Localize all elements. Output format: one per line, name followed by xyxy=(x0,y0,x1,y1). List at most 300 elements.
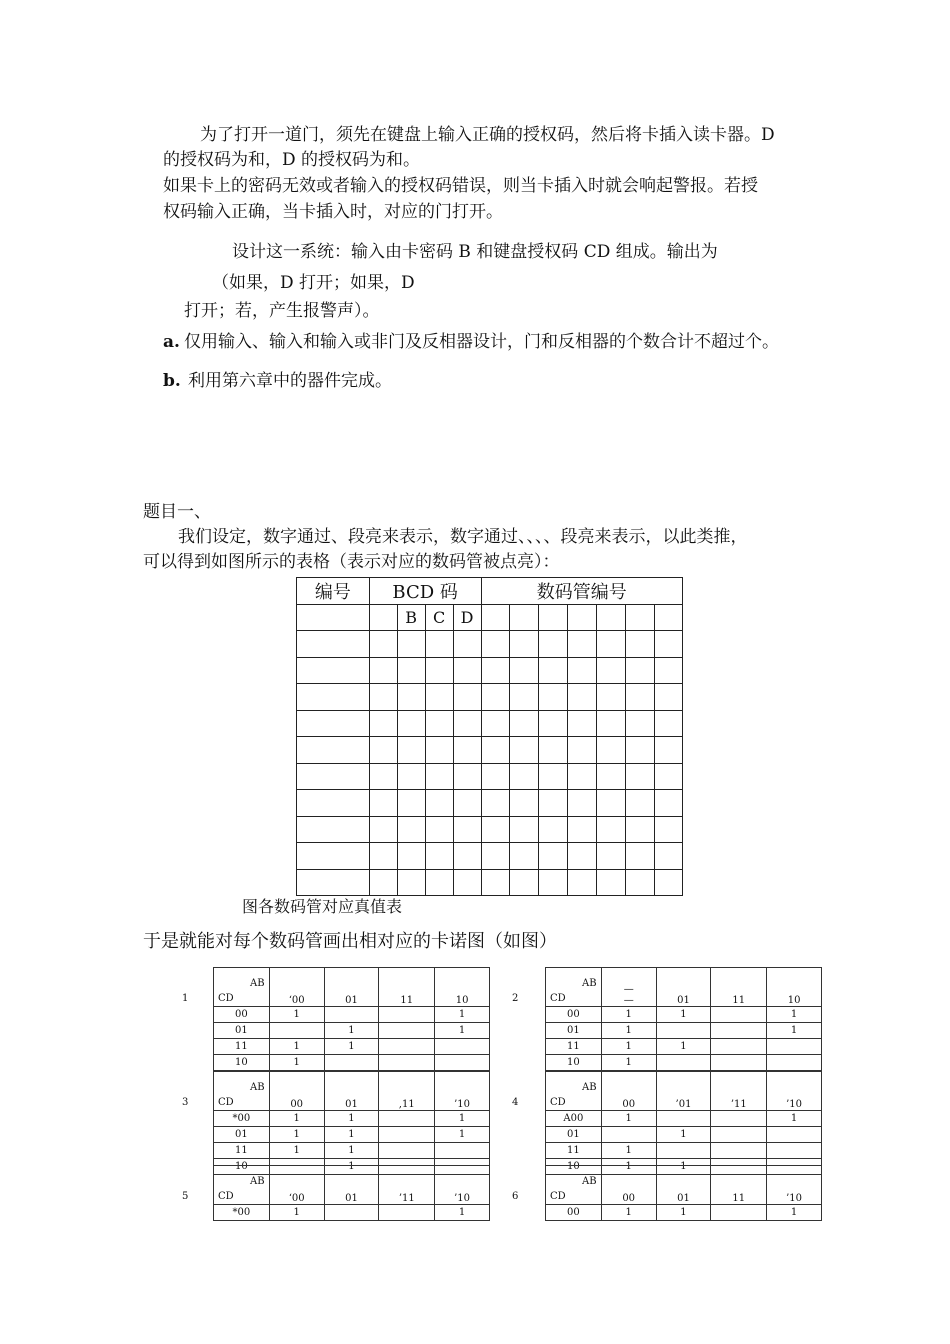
kmap-col-header: ’10 xyxy=(767,1072,822,1111)
kmap-cell xyxy=(767,1055,822,1071)
kmap-row xyxy=(214,1055,490,1071)
table-cell xyxy=(297,790,370,817)
table-cell xyxy=(510,631,539,658)
kmap-col-header: 00 xyxy=(269,1072,324,1111)
kmap-cell: 1 xyxy=(767,1023,822,1039)
section-title: 题目一、 xyxy=(143,502,211,522)
subheader-d: D xyxy=(453,605,481,631)
table-cell xyxy=(297,684,370,711)
kmap-cell xyxy=(767,1039,822,1055)
table-cell xyxy=(539,790,568,817)
item-a-marker: a. xyxy=(163,332,180,352)
kmap-cell xyxy=(379,1007,435,1023)
kmap-col-header: 01 xyxy=(324,1072,379,1111)
kmap-corner xyxy=(546,1166,602,1205)
kmap-cell: 1 xyxy=(269,1055,324,1071)
intro-output-line-2: 打开；若，产生报警声）。 xyxy=(184,301,380,321)
table-cell xyxy=(369,710,397,737)
kmap-number: 6 xyxy=(512,1191,519,1202)
kmap-table xyxy=(213,967,490,1071)
table-cell xyxy=(510,657,539,684)
table-cell xyxy=(425,737,453,764)
table-cell xyxy=(510,790,539,817)
table-cell xyxy=(539,631,568,658)
kmap-row xyxy=(546,1143,822,1159)
table-cell xyxy=(510,710,539,737)
kmap-cell: 1 xyxy=(324,1127,379,1143)
table-cell xyxy=(510,737,539,764)
table-cell xyxy=(568,657,597,684)
table-cell xyxy=(568,869,597,896)
table-cell xyxy=(369,737,397,764)
table-cell xyxy=(626,684,655,711)
table-cell xyxy=(568,843,597,870)
kmap-row xyxy=(546,1039,822,1055)
table-cell xyxy=(597,684,626,711)
kmap-col-header: ’10 xyxy=(435,1166,490,1205)
kmap-cell: 1 xyxy=(767,1007,822,1023)
kmap-corner xyxy=(214,1072,270,1111)
table-cell xyxy=(510,869,539,896)
kmap-row-label: 01 xyxy=(214,1127,270,1143)
kmap-cell xyxy=(711,1039,767,1055)
table-cell xyxy=(481,869,510,896)
table-cell xyxy=(597,843,626,870)
table-cell xyxy=(397,657,425,684)
kmap-cell: 1 xyxy=(601,1143,656,1159)
table-cell xyxy=(654,710,682,737)
kmap-cd-label: CD xyxy=(550,1191,566,1202)
kmap-cell: 1 xyxy=(656,1039,711,1055)
kmap-cell: 1 xyxy=(324,1111,379,1127)
kmap-cell xyxy=(711,1205,767,1221)
kmap-ab-label: AB xyxy=(250,978,265,989)
kmap-ab-label: AB xyxy=(582,1082,597,1093)
kmap-row xyxy=(214,1007,490,1023)
table-row xyxy=(297,631,683,658)
item-b-marker: b. xyxy=(163,371,181,391)
kmap-cell: 1 xyxy=(656,1159,711,1175)
table-row xyxy=(297,657,683,684)
kmap-cell xyxy=(269,1023,324,1039)
kmap-cell: 1 xyxy=(269,1143,324,1159)
table-cell xyxy=(369,763,397,790)
table-cell xyxy=(597,869,626,896)
kmap-row xyxy=(214,1205,490,1221)
kmap-col-header: 01 xyxy=(324,968,379,1007)
table-cell xyxy=(297,869,370,896)
kmap-cell xyxy=(435,1143,490,1159)
kmap-cell xyxy=(767,1127,822,1143)
kmap-row-label: 11 xyxy=(546,1143,602,1159)
table-cell xyxy=(453,657,481,684)
table-cell xyxy=(425,657,453,684)
kmap-cell xyxy=(601,1127,656,1143)
kmap-cell xyxy=(656,1111,711,1127)
table-cell xyxy=(626,763,655,790)
kmap-col-header: 00 xyxy=(601,1166,656,1205)
table-cell xyxy=(369,684,397,711)
kmap-number: 3 xyxy=(182,1097,189,1108)
table-cell xyxy=(539,763,568,790)
kmap-number: 1 xyxy=(182,993,189,1004)
kmap-heading: 于是就能对每个数码管画出相对应的卡诺图（如图） xyxy=(143,931,557,952)
kmap-cell xyxy=(379,1039,435,1055)
kmap-col-header: ’10 xyxy=(435,1072,490,1111)
table-cell xyxy=(626,790,655,817)
kmap-cell: 1 xyxy=(435,1205,490,1221)
kmap-cell: 1 xyxy=(324,1039,379,1055)
kmap-cell xyxy=(379,1143,435,1159)
kmap-row-label: 00 xyxy=(546,1007,602,1023)
table-cell xyxy=(568,631,597,658)
kmap-ab-label: AB xyxy=(250,1082,265,1093)
table-cell xyxy=(369,631,397,658)
table-cell xyxy=(369,869,397,896)
table-cell xyxy=(425,763,453,790)
kmap-col-header: 01 xyxy=(656,1166,711,1205)
table-row xyxy=(297,737,683,764)
header-number: 编号 xyxy=(297,578,370,605)
table-cell xyxy=(510,684,539,711)
kmap-cell xyxy=(324,1007,379,1023)
table-cell xyxy=(654,737,682,764)
table-cell xyxy=(654,843,682,870)
table-cell xyxy=(397,737,425,764)
kmap-row-label: 10 xyxy=(214,1055,270,1071)
kmap-cell xyxy=(435,1055,490,1071)
kmap-corner xyxy=(214,968,270,1007)
kmap-cell: 1 xyxy=(767,1111,822,1127)
table-cell xyxy=(453,763,481,790)
kmap-cd-label: CD xyxy=(218,1191,234,1202)
table-cell xyxy=(568,684,597,711)
kmap-row xyxy=(214,1143,490,1159)
kmap-cell: 1 xyxy=(269,1111,324,1127)
table-cell xyxy=(597,763,626,790)
table-cell xyxy=(453,684,481,711)
table-cell xyxy=(369,816,397,843)
kmap-number: 4 xyxy=(512,1097,519,1108)
kmap-col-header: ’11 xyxy=(379,1166,435,1205)
table-row xyxy=(297,816,683,843)
table-cell xyxy=(626,869,655,896)
kmap-table xyxy=(545,1165,822,1221)
section-line-2: 可以得到如图所示的表格（表示对应的数码管被点亮）： xyxy=(143,552,560,572)
table-cell xyxy=(453,631,481,658)
table-cell xyxy=(597,631,626,658)
subheader-b: B xyxy=(397,605,425,631)
table-cell xyxy=(539,657,568,684)
table-cell xyxy=(481,737,510,764)
kmap-cell xyxy=(711,1023,767,1039)
kmap-row xyxy=(546,1007,822,1023)
table-cell xyxy=(369,790,397,817)
kmap-cd-label: CD xyxy=(550,1097,566,1108)
table-cell xyxy=(568,710,597,737)
kmap-cd-label: CD xyxy=(218,993,234,1004)
kmap-col-header: 11 xyxy=(711,968,767,1007)
kmap-cell: 1 xyxy=(601,1039,656,1055)
kmap-col-header: ’01 xyxy=(656,1072,711,1111)
table-cell xyxy=(539,737,568,764)
kmap-col-header: ,11 xyxy=(379,1072,435,1111)
kmap-col-header: 10 xyxy=(435,968,490,1007)
table-cell xyxy=(453,710,481,737)
table-cell xyxy=(397,710,425,737)
table-row xyxy=(297,684,683,711)
kmap-row-label: 11 xyxy=(546,1039,602,1055)
kmap-cell: 1 xyxy=(269,1039,324,1055)
kmap-row xyxy=(546,1127,822,1143)
kmap-row-label: *00 xyxy=(214,1111,270,1127)
intro-output-line-1: （如果，D 打开；如果，D xyxy=(212,273,415,293)
table-cell xyxy=(425,684,453,711)
kmap-row-label: A00 xyxy=(546,1111,602,1127)
table-cell xyxy=(481,657,510,684)
section-line-1: 我们设定，数字通过、段亮来表示，数字通过、、、、段亮来表示，以此类推， xyxy=(178,527,748,547)
kmap-row xyxy=(546,1111,822,1127)
kmap-row-label: 10 xyxy=(546,1055,602,1071)
table-cell xyxy=(539,843,568,870)
table-row xyxy=(297,763,683,790)
table-cell xyxy=(453,843,481,870)
table-cell xyxy=(510,763,539,790)
table-cell xyxy=(654,790,682,817)
kmap-cell: 1 xyxy=(601,1055,656,1071)
kmap-row-label: 11 xyxy=(214,1039,270,1055)
table-cell xyxy=(425,843,453,870)
table-cell xyxy=(453,869,481,896)
table-cell xyxy=(539,684,568,711)
kmap-row-label: *00 xyxy=(214,1205,270,1221)
kmap-ab-label: AB xyxy=(582,978,597,989)
table-cell xyxy=(626,737,655,764)
kmap-row-label: 01 xyxy=(214,1023,270,1039)
kmap-cell: 1 xyxy=(656,1127,711,1143)
kmap-cell: 1 xyxy=(601,1023,656,1039)
kmap-cell: 1 xyxy=(601,1159,656,1175)
kmap-col-header: 11 xyxy=(711,1166,767,1205)
kmap-col-header: 01 xyxy=(324,1166,379,1205)
table-cell xyxy=(453,790,481,817)
item-b-text: 利用第六章中的器件完成。 xyxy=(188,371,392,391)
table-cell xyxy=(481,790,510,817)
kmap-cell: 1 xyxy=(656,1007,711,1023)
kmap-cell xyxy=(324,1205,379,1221)
kmap-cell: 1 xyxy=(767,1205,822,1221)
kmap-cell: 1 xyxy=(435,1023,490,1039)
kmap-cell xyxy=(656,1055,711,1071)
table-cell xyxy=(397,684,425,711)
kmap-cell xyxy=(656,1023,711,1039)
truth-table xyxy=(296,577,683,896)
table-cell xyxy=(654,816,682,843)
intro-line-3: 如果卡上的密码无效或者输入的授权码错误，则当卡插入时就会响起警报。若授 xyxy=(163,176,758,196)
table-cell xyxy=(397,790,425,817)
kmap-col-header: ’11 xyxy=(711,1072,767,1111)
table-cell xyxy=(568,737,597,764)
kmap-number: 2 xyxy=(512,993,519,1004)
kmap-col-header: ‘00 xyxy=(269,968,324,1007)
kmap-col-header: ’10 xyxy=(767,1166,822,1205)
kmap-cd-label: CD xyxy=(550,993,566,1004)
table-cell xyxy=(626,816,655,843)
table-row xyxy=(297,869,683,896)
kmap-ab-label: AB xyxy=(250,1176,265,1187)
header-segment: 数码管编号 xyxy=(481,578,682,605)
table-cell xyxy=(597,710,626,737)
kmap-row xyxy=(214,1039,490,1055)
table-cell xyxy=(654,869,682,896)
kmap-row xyxy=(546,1205,822,1221)
kmap-row-label: 00 xyxy=(546,1205,602,1221)
table-cell xyxy=(626,710,655,737)
table-cell xyxy=(297,763,370,790)
table-cell xyxy=(568,763,597,790)
intro-design-line: 设计这一系统：输入由卡密码 B 和键盘授权码 CD 组成。输出为 xyxy=(232,242,718,262)
table-cell xyxy=(568,816,597,843)
table-cell xyxy=(626,631,655,658)
kmap-row xyxy=(546,1055,822,1071)
table-cell xyxy=(626,657,655,684)
table-cell xyxy=(539,710,568,737)
kmap-col-header: 10 xyxy=(767,968,822,1007)
table-cell xyxy=(297,737,370,764)
kmap-cell: 1 xyxy=(435,1111,490,1127)
kmap-cell xyxy=(656,1143,711,1159)
kmap-row xyxy=(214,1111,490,1127)
table-cell xyxy=(539,816,568,843)
table-cell xyxy=(369,657,397,684)
table-cell xyxy=(481,763,510,790)
kmap-cell xyxy=(711,1143,767,1159)
kmap-corner xyxy=(546,1072,602,1111)
kmap-cell xyxy=(711,1111,767,1127)
kmap-cell: 1 xyxy=(601,1007,656,1023)
kmap-corner xyxy=(214,1166,270,1205)
table-cell xyxy=(654,684,682,711)
header-bcd: BCD 码 xyxy=(369,578,481,605)
table-cell xyxy=(297,631,370,658)
table-cell xyxy=(453,737,481,764)
intro-line-1: 为了打开一道门，须先在键盘上输入正确的授权码，然后将卡插入读卡器。D xyxy=(200,125,775,145)
table-row xyxy=(297,843,683,870)
kmap-row-label: 01 xyxy=(546,1127,602,1143)
kmap-cell: 1 xyxy=(601,1111,656,1127)
kmap-row-label: 01 xyxy=(546,1023,602,1039)
kmap-cell: 1 xyxy=(269,1205,324,1221)
kmap-cell: 1 xyxy=(324,1159,379,1175)
item-a-text: 仅用输入、输入和输入或非门及反相器设计，门和反相器的个数合计不超过个。 xyxy=(184,332,779,352)
table-cell xyxy=(425,816,453,843)
table-cell xyxy=(297,816,370,843)
kmap-cell xyxy=(324,1055,379,1071)
table-cell xyxy=(568,790,597,817)
kmap-cd-label: CD xyxy=(218,1097,234,1108)
table-cell xyxy=(297,657,370,684)
table-cell xyxy=(654,631,682,658)
kmap-row-label: 11 xyxy=(214,1143,270,1159)
table-cell xyxy=(397,869,425,896)
table-cell xyxy=(369,843,397,870)
table-row xyxy=(297,710,683,737)
kmap-cell xyxy=(767,1143,822,1159)
table-cell xyxy=(453,816,481,843)
kmap-row-label: 10 xyxy=(214,1159,270,1175)
kmap-cell xyxy=(379,1111,435,1127)
table-cell xyxy=(597,816,626,843)
kmap-cell: 1 xyxy=(324,1143,379,1159)
table-cell xyxy=(397,843,425,870)
table-cell xyxy=(425,790,453,817)
subheader-c: C xyxy=(425,605,453,631)
kmap-corner xyxy=(546,968,602,1007)
kmap-row xyxy=(214,1023,490,1039)
kmap-cell xyxy=(379,1205,435,1221)
table-cell xyxy=(539,869,568,896)
intro-line-2: 的授权码为和，D 的授权码为和。 xyxy=(163,150,421,170)
table-cell xyxy=(481,843,510,870)
kmap-number: 5 xyxy=(182,1191,189,1202)
table-cell xyxy=(654,763,682,790)
table-cell xyxy=(397,631,425,658)
table-cell xyxy=(481,710,510,737)
kmap-cell xyxy=(711,1007,767,1023)
table-cell xyxy=(481,816,510,843)
table-cell xyxy=(510,843,539,870)
kmap-table xyxy=(213,1165,490,1221)
kmap-cell xyxy=(711,1055,767,1071)
intro-line-4: 权码输入正确，当卡插入时，对应的门打开。 xyxy=(163,202,503,222)
table-cell xyxy=(481,684,510,711)
kmap-ab-label: AB xyxy=(582,1176,597,1187)
kmap-table xyxy=(545,967,822,1071)
table-cell xyxy=(597,657,626,684)
kmap-col-header: 00 xyxy=(601,1072,656,1111)
kmap-row-label: 00 xyxy=(214,1007,270,1023)
kmap-cell: 1 xyxy=(601,1205,656,1221)
kmap-row xyxy=(546,1023,822,1039)
table-row xyxy=(297,790,683,817)
table-cell xyxy=(597,737,626,764)
table-cell xyxy=(654,657,682,684)
table-cell xyxy=(425,710,453,737)
kmap-col-header: 01 xyxy=(656,968,711,1007)
kmap-col-header: 11 xyxy=(379,968,435,1007)
kmap-cell xyxy=(711,1127,767,1143)
table-cell xyxy=(626,843,655,870)
kmap-cell xyxy=(379,1055,435,1071)
table-cell xyxy=(425,869,453,896)
table-cell xyxy=(297,843,370,870)
kmap-cell: 1 xyxy=(435,1127,490,1143)
kmap-cell xyxy=(379,1023,435,1039)
kmap-cell: 1 xyxy=(269,1007,324,1023)
table-cell xyxy=(397,816,425,843)
kmap-cell: 1 xyxy=(656,1205,711,1221)
kmap-cell xyxy=(435,1039,490,1055)
kmap-col-header: ‘00 xyxy=(269,1166,324,1205)
table-cell xyxy=(597,790,626,817)
kmap-table xyxy=(545,1071,822,1175)
table-cell xyxy=(510,816,539,843)
table-cell xyxy=(297,710,370,737)
kmap-table xyxy=(213,1071,490,1175)
truth-table-caption: 图各数码管对应真值表 xyxy=(242,897,403,916)
kmap-col-header: — — xyxy=(601,968,656,1007)
kmap-row-label: 10 xyxy=(546,1159,602,1175)
